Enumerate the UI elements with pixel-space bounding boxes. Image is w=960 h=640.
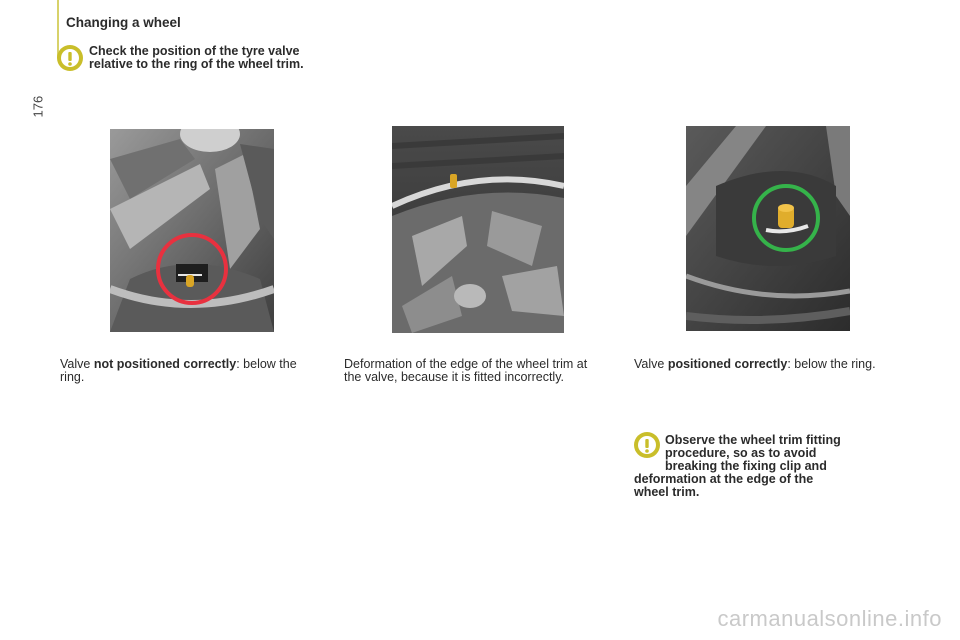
page-number: 176 xyxy=(30,95,46,118)
watermark: carmanualsonline.info xyxy=(717,606,942,631)
caption-valve-incorrect: Valve not positioned correctly: below the ring. xyxy=(60,357,297,384)
section-title: Changing a wheel xyxy=(66,15,181,30)
photo-trim-deformation xyxy=(392,126,564,333)
notice-valve-position: Check the position of the tyre valve relative to the ring of the wheel trim. xyxy=(89,44,304,71)
caption-trim-deformation: Deformation of the edge of the wheel trim at the valve, because it is fitted incorrectly. xyxy=(344,357,588,384)
warning-icon xyxy=(56,44,84,72)
caption-valve-correct: Valve positioned correctly: below the ring. xyxy=(634,357,876,371)
photo-valve-incorrect xyxy=(110,129,274,332)
photo-valve-correct xyxy=(686,126,850,331)
notice-trim-fitting: Observe the wheel trim fitting procedure, so as to avoid breaking the fixing clip and deformation at the edge of the wheel trim. xyxy=(634,433,841,499)
